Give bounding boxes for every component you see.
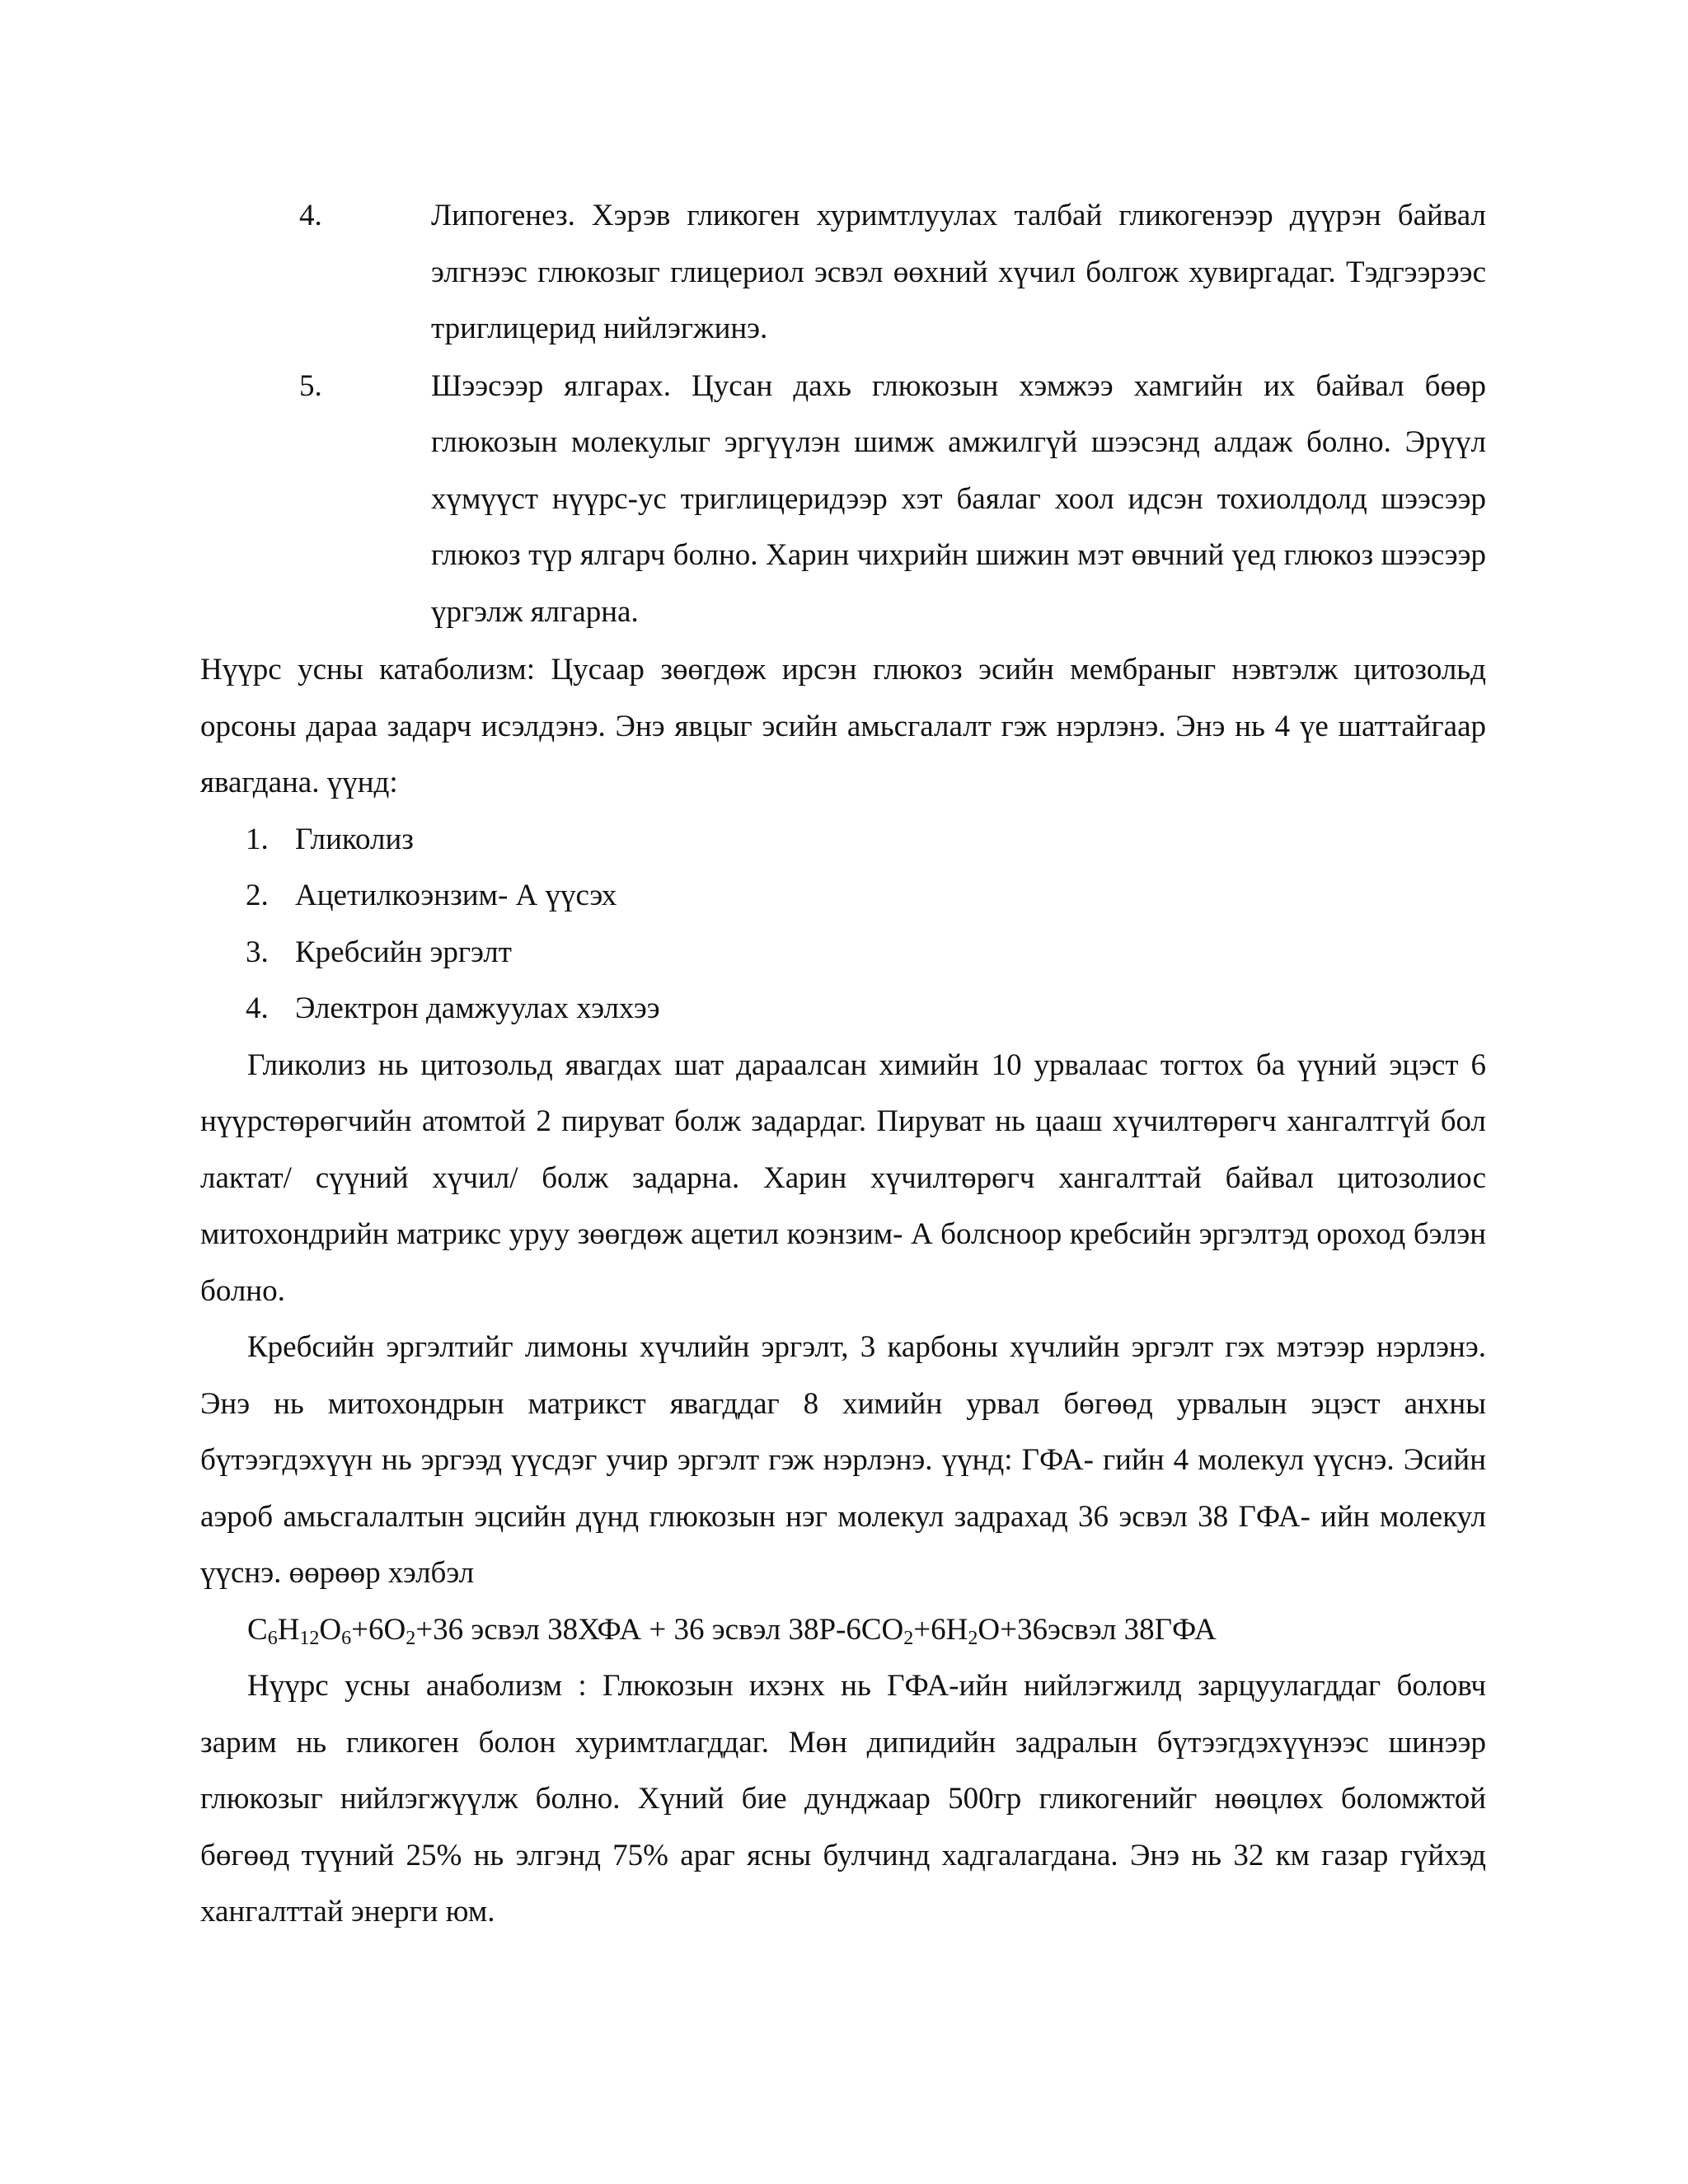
list-number: 4.	[246, 991, 269, 1025]
list-number: 5.	[299, 368, 322, 403]
formula-subscript: 2	[406, 1627, 416, 1649]
list-number: 3.	[246, 935, 269, 969]
stages-list	[200, 812, 1486, 1038]
formula-part: O	[319, 1612, 342, 1647]
document-body	[200, 188, 1486, 1941]
formula-subscript: 12	[299, 1627, 320, 1649]
formula-part: C	[247, 1612, 268, 1647]
list-item-text: Липогенез. Хэрэв гликоген хуримтлуулах талбай гликогенээр дүүрэн байвал элгнээс глюкозыг глицериол эсвэл өөхний хүчил болгож хувиргадаг. Тэдгээрээс триглицерид нийлэгжинэ.	[431, 199, 1486, 345]
catabolism-paragraph: Нүүрс усны катаболизм: Цусаар зөөгдөж ирсэн глюкоз эсийн мембраныг нэвтэлж цитозольд орсоны дараа задарч исэлдэнэ. Энэ явцыг эсийн амьсгалалт гэж нэрлэнэ. Энэ нь 4 үе шаттайгаар явагдана. үүнд:	[200, 653, 1486, 799]
formula-subscript: 6	[341, 1627, 352, 1649]
list-item	[246, 981, 1486, 1038]
list-number: 4.	[299, 199, 322, 232]
formula-subscript: 6	[267, 1627, 278, 1649]
formula-part: H	[277, 1612, 300, 1647]
list-item	[246, 812, 1486, 869]
reaction-formula	[247, 1602, 1486, 1659]
list-number: 1.	[246, 822, 269, 856]
list-number: 2.	[246, 879, 269, 912]
list-item-text: Гликолиз	[295, 822, 414, 856]
formula-part: +6O	[351, 1612, 406, 1647]
list-item-text: Шээсээр ялгарах. Цусан дахь глюкозын хэмжээ хамгийн их байвал бөөр глюкозын молекулыг эргүүлэн шимж амжилгүй шээсэнд алдаж болно. Эрүүл хүмүүст нүүрс-ус триглицеридээр хэт баялаг хоол идсэн тохиолдолд шээсээр глюкоз түр ялгарч болно. Харин чихрийн шижин мэт өвчний үед глюкоз шээсээр үргэлж ялгарна.	[431, 368, 1486, 629]
list-item	[246, 925, 1486, 982]
list-item-text: Ацетилкоэнзим- А үүсэх	[295, 879, 617, 912]
list-item	[246, 868, 1486, 925]
formula-part: +6H	[913, 1612, 968, 1647]
list-item-text: Электрон дамжуулах хэлхээ	[295, 991, 660, 1025]
list-item-lipogenesis	[200, 188, 1486, 358]
formula-part: +36 эсвэл 38ХФА + 36 эсвэл 38Р-6CO	[415, 1612, 904, 1647]
krebs-paragraph: Кребсийн эргэлтийг лимоны хүчлийн эргэлт, 3 карбоны хүчлийн эргэлт гэх мэтээр нэрлэнэ. Энэ нь митохондрын матрикст явагддаг 8 химийн урвал бөгөөд урвалын эцэст анхны бүтээгдэхүүн нь эргээд үүсдэг учир эргэлт гэж нэрлэнэ. үүнд: ГФА- гийн 4 молекул үүснэ. Эсийн аэроб амьсгалалтын эцсийн дүнд глюкозын нэг молекул задрахад 36 эсвэл 38 ГФА- ийн молекул үүснэ. өөрөөр хэлбэл	[200, 1330, 1486, 1590]
list-item-text: Кребсийн эргэлт	[295, 935, 512, 969]
formula-subscript: 2	[903, 1627, 914, 1649]
list-item-urinary-excretion	[200, 359, 1486, 641]
anabolism-paragraph: Нүүрс усны анаболизм : Глюкозын ихэнх нь ГФА-ийн нийлэгжилд зарцуулагддаг боловч зарим нь гликоген болон хуримтлагддаг. Мөн дипидийн задралын бүтээгдэхүүнээс шинээр глюкозыг нийлэгжүүлж болно. Хүний бие дунджаар 500гр гликогенийг нөөцлөх боломжтой бөгөөд түүний 25% нь элгэнд 75% араг ясны булчинд хадгалагдана. Энэ нь 32 км газар гүйхэд хангалттай энерги юм.	[200, 1669, 1486, 1929]
glycolysis-paragraph: Гликолиз нь цитозольд явагдах шат дараалсан химийн 10 урвалаас тогтох ба үүний эцэст 6 нүүрстөрөгчийн атомтой 2 пируват болж задардаг. Пируват нь цааш хүчилтөрөгч хангалтгүй бол лактат/ сүүний хүчил/ болж задарна. Харин хүчилтөрөгч хангалттай байвал цитозолиос митохондрийн матрикс уруу зөөгдөж ацетил коэнзим- А болсноор кребсийн эргэлтэд ороход бэлэн болно.	[200, 1047, 1486, 1308]
formula-part: O+36эсвэл 38ГФА	[978, 1612, 1217, 1647]
formula-subscript: 2	[968, 1627, 978, 1649]
